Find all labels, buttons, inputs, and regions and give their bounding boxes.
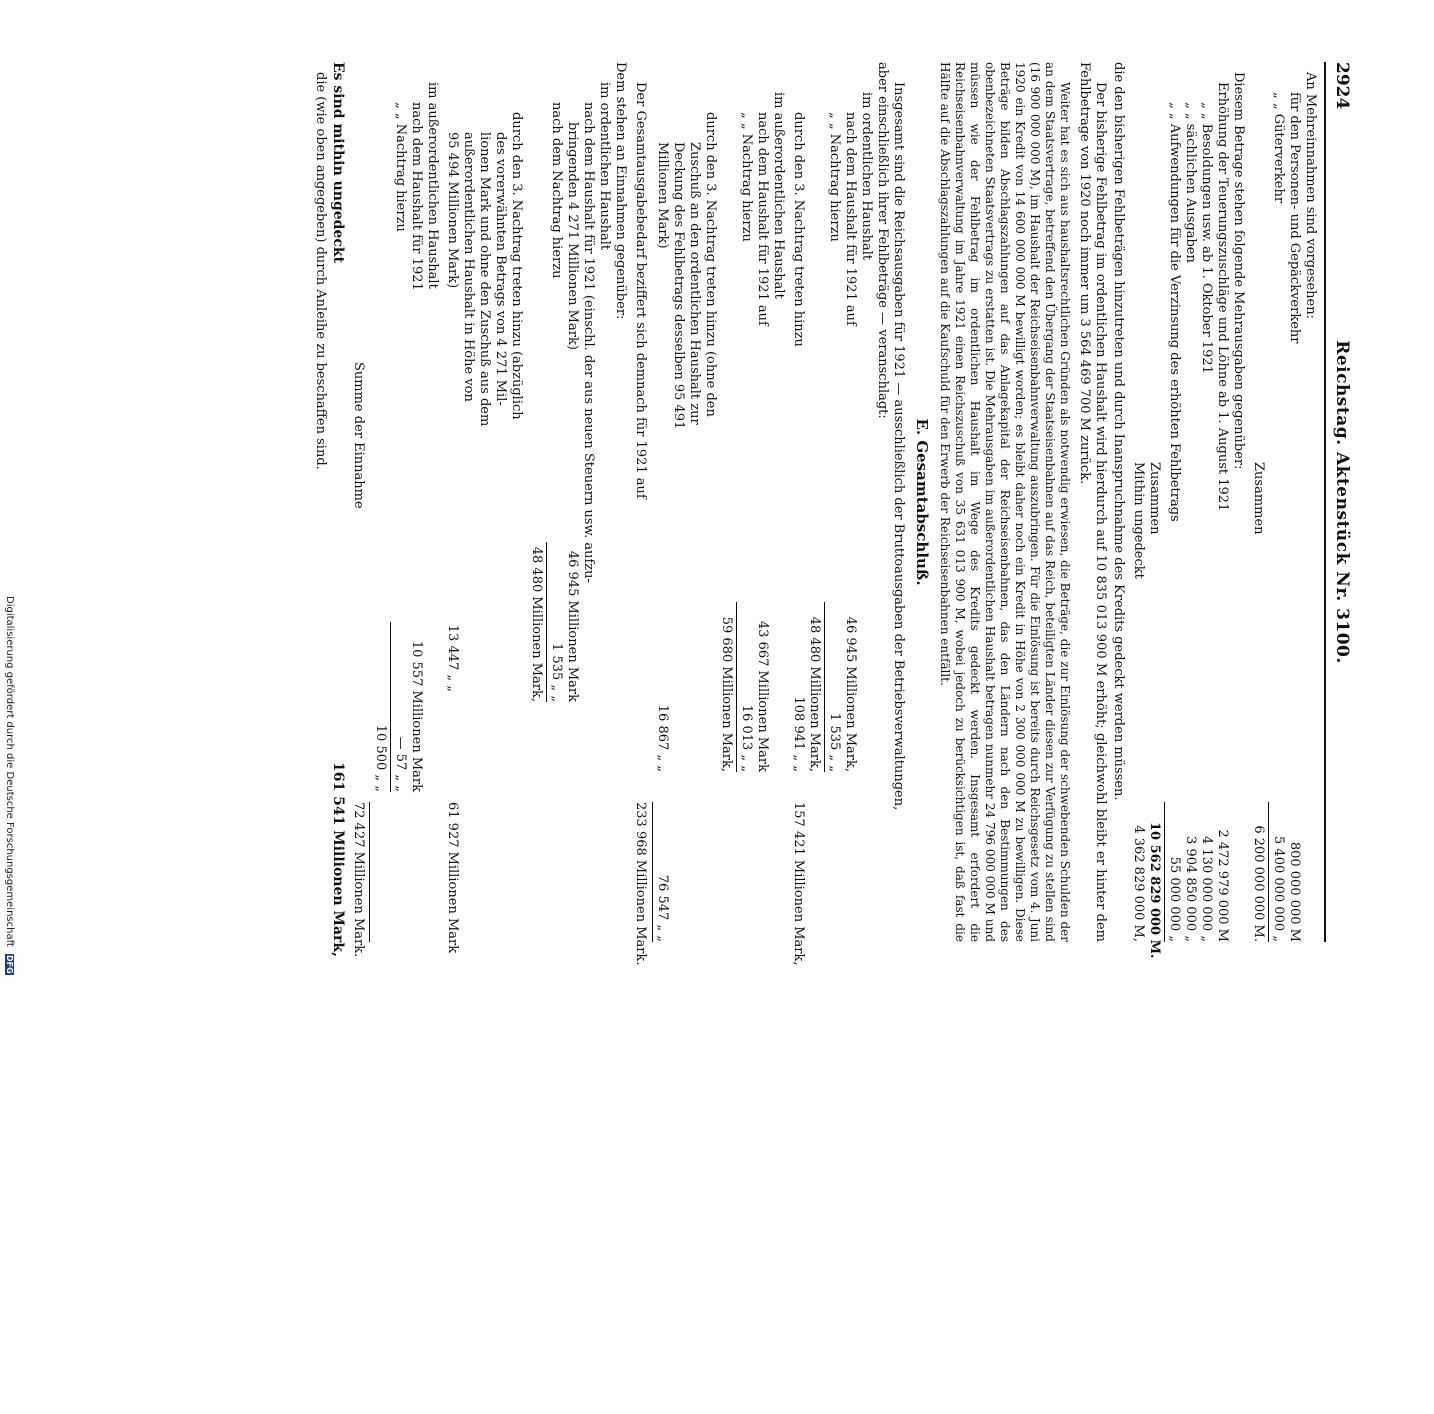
table-row: lionen Mark und ohne den Zuschuß aus dem — [477, 132, 492, 427]
section2-intro: Diesem Betrage stehen folgende Mehrausgaben gegenüber: — [1231, 72, 1246, 470]
table-row: 48 480 Millionen Mark, — [807, 616, 822, 772]
paragraph: Der bisherige Fehlbetrag im ordentlichen Haushalt wird hierdurch auf 10 835 013 900 M erhöht; gleichwohl bleibt er hinter dem Fehlbetrage von 1920 noch immer um 3 564 469 700 M zurück. — [1077, 62, 1108, 942]
table-row: nach dem Haushalt für 1921 auf 46 945 Millionen Mark, — [843, 112, 858, 772]
paragraph: die den bisherigen Fehlbeträgen hinzutreten und durch Inanspruchnahme des Kredits gedeckt werden müssen. — [1111, 62, 1126, 801]
table-row: des vorerwähnten Betrags von 4 271 Mil- — [493, 132, 508, 406]
table-row: „ „ Nachtrag hierzu 1 535 „ „ — [827, 112, 842, 772]
ordinary-label: im ordentlichen Haushalt — [859, 92, 874, 261]
section-intro: aber einschließlich ihrer Fehlbeträge — veranschlagt: — [875, 62, 890, 419]
table-row: außerordentlichen Haushalt in Höhe von — [461, 132, 476, 402]
sum-income: Summe der Einnahme 72 427 Millionen Mark. — [351, 362, 366, 958]
list-item: „ „ sächlichen Ausgaben 3 904 850 000 „ — [1183, 102, 1198, 942]
extraordinary-label: im außerordentlichen Haushalt — [771, 92, 786, 299]
divider — [736, 602, 737, 772]
table-row: nach dem Haushalt für 1921 10 557 Millionen Mark — [409, 102, 424, 792]
table-row: nach dem Haushalt für 1921 (einschl. der aus neuen Steuern usw. aufzu- — [581, 102, 596, 583]
divider — [824, 602, 825, 772]
section1-intro: An Mehreinnahmen sind vorgesehen: — [1303, 72, 1318, 319]
table-row: durch den 3. Nachtrag treten hinzu (ohne den — [703, 112, 718, 417]
table-row: durch den 3. Nachtrag treten hinzu 108 941 „ „ 157 421 Millionen Mark, — [791, 112, 806, 966]
list-item: „ „ Besoldungen usw. ab 1. Oktober 1921 4 130 000 000 „ — [1199, 102, 1214, 942]
list-item: „ „ Güterverkehr 5 400 000 000 „ — [1271, 92, 1286, 942]
divider — [546, 542, 547, 702]
table-row: durch den 3. Nachtrag treten hinzu (abzüglich — [509, 112, 524, 420]
table-row: Millionen Mark) 16 867 „ „ 76 547 „ „ — [655, 142, 670, 942]
divider — [1164, 802, 1165, 942]
table-row: 48 480 Millionen Mark, — [529, 546, 544, 702]
table-row: nach dem Nachtrag hierzu 1 535 „ „ — [549, 102, 564, 702]
uncovered-line: Es sind mithin ungedeckt 161 541 Millionen Mark, — [330, 62, 346, 957]
rotated-page-content — [86, 62, 1358, 966]
table-row: nach dem Haushalt für 1921 auf 43 667 Millionen Mark — [755, 112, 770, 772]
dfg-logo: DFG — [5, 955, 14, 974]
table-row: bringenden 4 271 Millionen Mark) 46 945 Millionen Mark — [565, 122, 580, 702]
list-item: „ „ Aufwendungen für die Verzinsung des erhöhten Fehlbetrags 55 000 000 „ — [1167, 102, 1182, 942]
divider — [369, 802, 370, 942]
table-row: Zuschuß an den ordentlichen Haushalt zur — [687, 142, 702, 425]
table-row: „ „ Nachtrag hierzu — 57 „ „ — [393, 102, 408, 792]
funding-text: Digitalisierung gefördert durch die Deutsche Forschungsgemeinschaft — [4, 596, 15, 947]
table-row: „ „ Nachtrag hierzu 16 013 „ „ — [739, 112, 754, 772]
paragraph: Weiter hat es sich aus haushaltsrechtlichen Gründen als notwendig erwiesen, die Beträge, die zur Einlösung der schwebenden Schulden der an dem Staatsvertrage, betreffend den Übergang der Staatseisenbahnen auf das Reich, beteiligten Länder diesen zur Verfügung zu stellen sind (16 900 000 000 M), im Haushalt der Reichseisenbahnverwaltung auszubringen. Für die Einlösung ist bereits durch Reichsgesetz vom 4. Juni 1920 ein Kredit von 14 600 000 000 M bewilligt worden; es bleibt daher noch ein Kredit in Höhe von 2 300 000 000 M zu bewilligen. Diese Beträge bilden Abschlagszahlungen auf das Anlagekapital der Reichseisenbahnen, das den Ländern nach den Bestimmungen des obenbezeichneten Staatsvertrags zu erstatten ist. Die Mehrausgaben im außerordentlichen Haushalt betragen nunmehr 24 796 000 000 M und müssen wie der Fehlbetrag im ordentlichen Haushalt im Wege des Kredits gedeckt werden. Insgesamt erfordert die Reichseisenbahnverwaltung im Jahre 1921 einen Reichszuschuß von 35 631 013 900 M, wobei jedoch zu berücksichtigen ist, daß fast die Hälfte auf die Abschlagszahlungen auf die Kaufschuld für den Erwerb der Reichseisenbahnen entfällt. — [938, 62, 1072, 942]
income-intro: Dem stehen an Einnahmen gegenüber: — [613, 62, 628, 320]
list-item: für den Personen- und Gepäckverkehr 800 000 000 M — [1287, 92, 1302, 942]
income-extraordinary-label: im außerordentlichen Haushalt — [425, 82, 440, 289]
closing-line: die (wie oben angegeben) durch Anleihe zu beschaffen sind. — [313, 72, 328, 470]
section-intro: Insgesamt sind die Reichsausgaben für 1921 — ausschließlich der Bruttoausgaben der Betriebsverwaltungen, — [891, 82, 906, 811]
page-header — [1324, 62, 1358, 942]
total-line: Der Gesamtausgabebedarf beziffert sich demnach für 1921 auf 233 968 Millionen Mark. — [633, 82, 648, 966]
table-row: Deckung des Fehlbetrags desselben 95 491 — [671, 142, 686, 430]
table-row: 10 500 „ „ — [373, 724, 388, 792]
divider — [652, 802, 653, 942]
list-item: Erhöhung der Teuerungszuschläge und Löhne ab 1. August 1921 2 472 979 000 M — [1215, 82, 1230, 942]
divider — [1268, 802, 1269, 942]
page-title: Reichstag. Aktenstück Nr. 3100. — [1332, 340, 1352, 664]
income-ordinary-label: im ordentlichen Haushalt — [597, 82, 612, 251]
section2-total: Zusammen 10 562 829 000 M. — [1147, 462, 1162, 959]
divider — [390, 622, 391, 792]
table-row: 95 494 Millionen Mark) 13 447 „ „ 61 927 Millionen Mark — [445, 132, 460, 954]
section2-uncovered: Mithin ungedeckt 4 362 829 000 M, — [1131, 462, 1146, 942]
table-row: 59 680 Millionen Mark, — [719, 616, 734, 772]
page-number: 2924 — [1332, 62, 1352, 110]
funding-note — [3, 596, 15, 990]
section-heading: E. Gesamtabschluß. — [913, 418, 931, 586]
section1-total: Zusammen 6 200 000 000 M. — [1251, 462, 1266, 942]
